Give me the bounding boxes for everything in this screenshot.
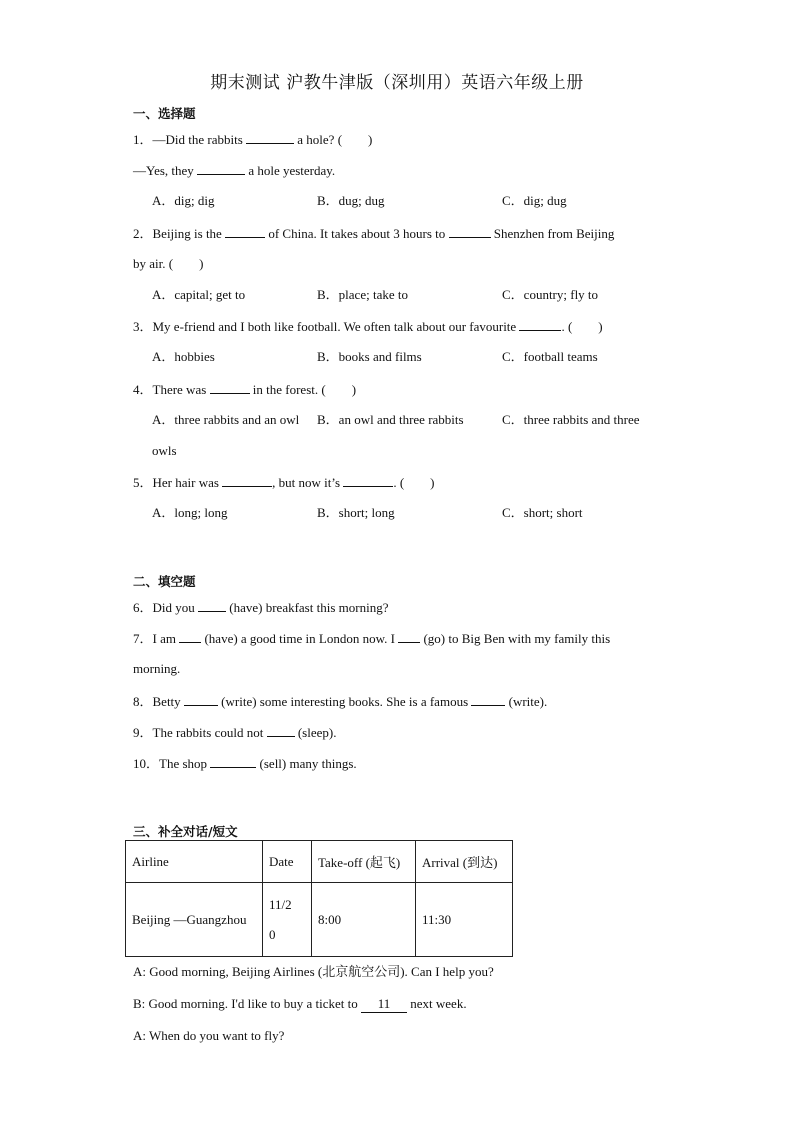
q2-text-a: 2．Beijing is the: [133, 226, 222, 241]
q8-text-c: (write).: [508, 694, 548, 709]
q2-text-b: of China. It takes about 3 hours to: [268, 226, 446, 241]
question-8: [133, 693, 547, 710]
answer-blank: [222, 474, 272, 487]
q4-option-a: A．three rabbits and an owl: [152, 412, 300, 427]
q6-text-a: 6．Did you: [133, 600, 195, 615]
date-line-1: 11/2: [269, 896, 292, 912]
q1-text-d: a hole yesterday.: [248, 163, 336, 178]
table-header-cell: [312, 841, 416, 883]
q7-text-b: (have) a good time in London now. I: [204, 631, 395, 646]
question-1-line-1: [133, 131, 372, 148]
question-5-line-1: [133, 474, 435, 491]
answer-blank: [184, 693, 218, 706]
question-7-line-2: morning.: [133, 661, 181, 676]
question-4-line-1: [133, 381, 356, 398]
q5-option-c: C．short; short: [502, 505, 583, 520]
q1-option-b: B．dug; dug: [317, 193, 385, 208]
q4-option-b: B．an owl and three rabbits: [317, 412, 464, 427]
header-arrival-text: Arrival (到达): [422, 855, 498, 870]
q8-text-a: 8．Betty: [133, 694, 181, 709]
answer-blank: [210, 381, 250, 394]
q9-text-b: (sleep).: [297, 725, 337, 740]
q5-text-a: 5．Her hair was: [133, 475, 219, 490]
q5-option-a: A．long; long: [152, 505, 228, 520]
q10-text-b: (sell) many things.: [259, 756, 357, 771]
q3-text-b: . ( ): [561, 319, 603, 334]
q1-option-a: A．dig; dig: [152, 193, 215, 208]
table-cell-date: [263, 883, 312, 957]
question-2-line-1: [133, 225, 614, 242]
q2-text-c: Shenzhen from Beijing: [493, 226, 615, 241]
q4-option-c: C．three rabbits and three: [502, 412, 640, 427]
table-header-row: [126, 841, 513, 883]
answer-blank: [225, 225, 265, 238]
answer-blank: [471, 693, 505, 706]
dialog-line-2-text-b: next week.: [410, 996, 467, 1011]
q8-text-b: (write) some interesting books. She is a famous: [221, 694, 469, 709]
section-heading-dialogue: 三、补全对话/短文: [133, 824, 238, 839]
answer-blank: [449, 225, 491, 238]
section-heading-fill: 二、填空题: [133, 574, 196, 589]
q3-option-a: A．hobbies: [152, 349, 215, 364]
question-6: [133, 599, 388, 616]
q3-option-c: C．football teams: [502, 349, 598, 364]
q5-text-c: . ( ): [393, 475, 435, 490]
q2-option-c: C．country; fly to: [502, 287, 599, 302]
q4-text-a: 4．There was: [133, 382, 207, 397]
q1-option-c: C．dig; dug: [502, 193, 567, 208]
q2-option-b: B．place; take to: [317, 287, 408, 302]
answer-blank: [519, 318, 561, 331]
q6-text-b: (have) breakfast this morning?: [229, 600, 389, 615]
q9-text-a: 9．The rabbits could not: [133, 725, 264, 740]
q4-option-c-continued: owls: [152, 443, 177, 458]
answer-blank: [267, 724, 295, 737]
table-cell-airline: Beijing —Guangzhou: [126, 883, 263, 957]
answer-blank: [210, 755, 256, 768]
q4-text-b: in the forest. ( ): [252, 382, 357, 397]
table-header-cell: Airline: [126, 841, 263, 883]
question-10: [133, 755, 357, 772]
answer-blank: [398, 630, 420, 643]
table-cell-takeoff: 8:00: [312, 883, 416, 957]
q1-text-a: 1．—Did the rabbits: [133, 132, 243, 147]
date-line-2: 0: [269, 926, 276, 942]
dialog-line-2-text-a: B: Good morning. I'd like to buy a ticket to: [133, 996, 358, 1011]
dialog-line-2: [133, 996, 467, 1013]
q7-text-c: (go) to Big Ben with my family this: [423, 631, 611, 646]
question-7-line-1: [133, 630, 610, 647]
table-header-cell: Date: [263, 841, 312, 883]
q5-option-b: B．short; long: [317, 505, 395, 520]
q7-text-a: 7．I am: [133, 631, 176, 646]
answer-blank: [246, 131, 294, 144]
dialog-line-1: A: Good morning, Beijing Airlines (北京航空公司). Can I help you?: [133, 964, 494, 979]
header-takeoff-text: Take-off (起飞): [318, 855, 401, 870]
question-2-line-2: by air. ( ): [133, 256, 204, 271]
answer-blank: [198, 599, 226, 612]
question-3-line-1: [133, 318, 603, 335]
table-row: [126, 883, 513, 957]
q3-option-b: B．books and films: [317, 349, 422, 364]
question-9: [133, 724, 336, 741]
q10-text-a: 10．The shop: [133, 756, 208, 771]
section-heading-choice: 一、选择题: [133, 106, 196, 121]
q1-text-c: —Yes, they: [133, 163, 194, 178]
flight-table: [125, 840, 513, 957]
dialog-line-3: A: When do you want to fly?: [133, 1028, 285, 1043]
q1-text-b: a hole? ( ): [297, 132, 373, 147]
answer-blank: [179, 630, 201, 643]
dialog-blank-11: 11: [361, 996, 407, 1013]
question-1-line-2: [133, 162, 335, 179]
q5-text-b: , but now it’s: [272, 475, 341, 490]
q3-text-a: 3．My e-friend and I both like football. We often talk about our favourite: [133, 319, 517, 334]
page-title: 期末测试 沪教牛津版（深圳用）英语六年级上册: [210, 73, 584, 93]
table-header-cell: [416, 841, 513, 883]
answer-blank: [197, 162, 245, 175]
table-cell-arrival: 11:30: [416, 883, 513, 957]
answer-blank: [343, 474, 393, 487]
q2-option-a: A．capital; get to: [152, 287, 246, 302]
